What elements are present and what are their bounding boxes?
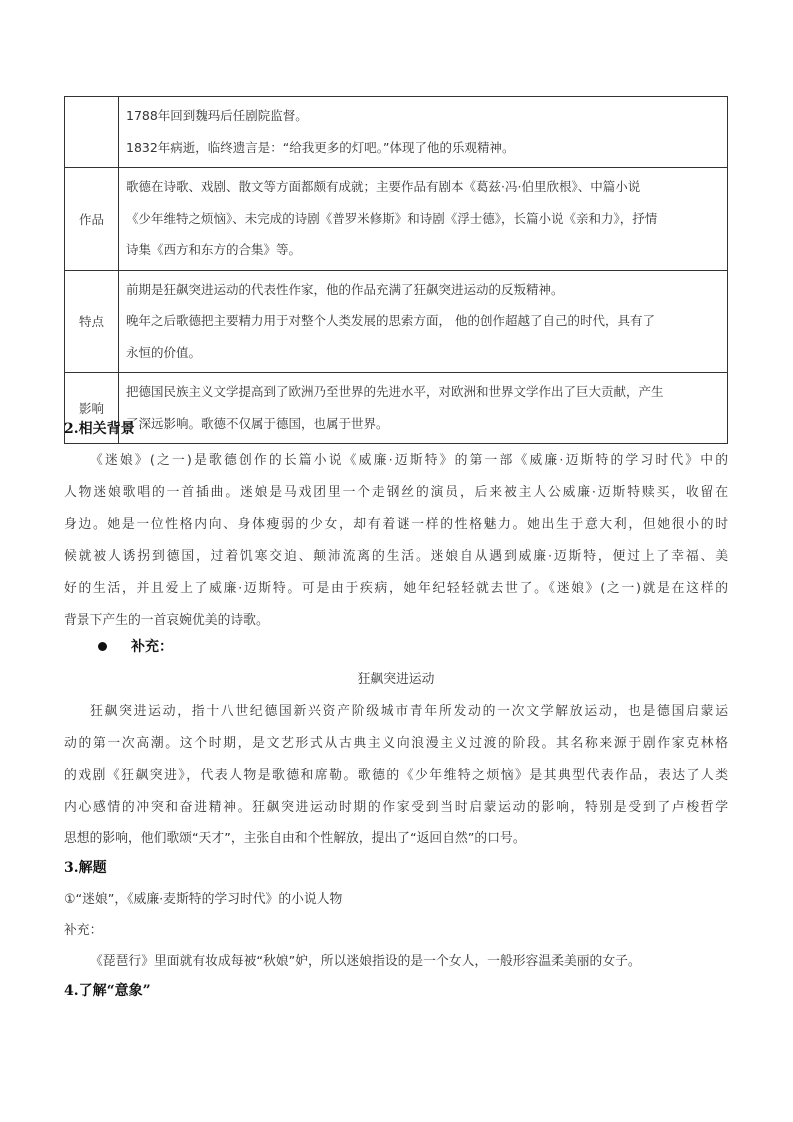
paragraph-line: 候就被人诱拐到德国，过着饥寒交迫、颠沛流离的生活。迷娘自从遇到威廉·迈斯特，便过上了幸福、美 xyxy=(64,549,728,564)
cell-line: 歌德在诗歌、戏剧、散文等方面都颇有成就；主要作品有剧本《葛兹·冯·伯里欣根》、中篇小说 xyxy=(126,179,641,194)
paragraph-line: 思想的影响，他们歌颂“天才”，主张自由和个性解放，提出了“返回自然”的口号。 xyxy=(64,831,526,846)
paragraph-line: 人物迷娘歌唱的一首插曲。迷娘是马戏团里一个走钢丝的演员，后来被主人公威廉·迈斯特赎买，收留在 xyxy=(64,485,728,500)
row-label: 特点 xyxy=(65,270,119,373)
paragraph-line: ①“迷娘”，《威廉·麦斯特的学习时代》的小说人物 xyxy=(64,892,343,907)
cell-line: 把德国民族主义文学提高到了欧洲乃至世界的先进水平，对欧洲和世界文学作出了巨大贡献，产生 xyxy=(126,384,664,399)
table-row xyxy=(65,373,728,444)
paragraph-line: 好的生活，并且爱上了威廉·迈斯特。可是由于疾病，她年纪轻轻就去世了。《迷娘》(之一)就是在这样的 xyxy=(64,581,728,596)
bullet-icon xyxy=(98,642,107,651)
table-row xyxy=(65,168,728,271)
supplement-label: 补充： xyxy=(131,639,173,655)
paragraph-line: 内心感情的冲突和奋进精神。狂飙突进运动时期的作家受到当时启蒙运动的影响，特别是受到了卢梭哲学 xyxy=(64,800,728,815)
cell-line: 了深远影响。歌德不仅属于德国，也属于世界。 xyxy=(126,415,389,431)
supplement-bullet xyxy=(98,636,173,656)
row-content xyxy=(119,97,728,168)
cell-line: 晚年之后歌德把主要精力用于对整个人类发展的思索方面， 他的创作超越了自己的时代，具有了 xyxy=(126,313,655,328)
paragraph-line: 身边。她是一位性格内向、身体瘦弱的少女，却有着谜一样的性格魅力。她出生于意大利，但她很小的时 xyxy=(64,517,728,532)
cell-line: 诗集《西方和东方的合集》等。 xyxy=(126,242,302,257)
cell-line: 前期是狂飙突进运动的代表性作家，他的作品充满了狂飙突进运动的反叛精神。 xyxy=(126,281,564,297)
paragraph-line: 的戏剧《狂飙突进》，代表人物是歌德和席勒。歌德的《少年维特之烦恼》是其典型代表作品，表达了人类 xyxy=(64,768,728,783)
table-row xyxy=(65,97,728,168)
paragraph-line: 背景下产生的一首哀婉优美的诗歌。 xyxy=(64,613,269,628)
note-label: 补充： xyxy=(64,923,103,938)
cell-line: 1788年回到魏玛后任剧院监督。 xyxy=(126,108,308,123)
section-heading-title-explanation: 3.解题 xyxy=(64,860,107,876)
section-heading-background: 2.相关背景 xyxy=(64,421,135,437)
cell-line: 《少年维特之烦恼》、未完成的诗剧《普罗米修斯》和诗剧《浮士德》，长篇小说《亲和力》，抒情 xyxy=(126,210,658,226)
row-content xyxy=(119,373,728,444)
row-content xyxy=(119,270,728,373)
paragraph-line: 动的第一次高潮。这个时期，是文艺形式从古典主义向浪漫主义过渡的阶段。其名称来源于剧作家克林格 xyxy=(64,736,728,751)
section-heading-imagery: 4.了解“意象” xyxy=(64,983,151,999)
cell-line: 1832年病逝，临终遗言是：“给我更多的灯吧。”体现了他的乐观精神。 xyxy=(126,139,515,155)
paragraph-line: 《琵琶行》里面就有妆成每被“秋娘”妒，所以迷娘指设的是一个女人，一般形容温柔美丽的女子。 xyxy=(90,954,641,969)
paragraph-line: 狂飙突进运动，指十八世纪德国新兴资产阶级城市青年所发动的一次文学解放运动，也是德国启蒙运 xyxy=(90,704,728,719)
paragraph-line: 《迷娘》(之一)是歌德创作的长篇小说《威廉·迈斯特》的第一部《威廉·迈斯特的学习时代》中的 xyxy=(90,453,728,468)
table-row xyxy=(65,270,728,373)
supplement-title: 狂飙突进运动 xyxy=(357,672,435,687)
row-content xyxy=(119,168,728,271)
row-label xyxy=(65,97,119,168)
row-label: 作品 xyxy=(65,168,119,271)
row-label: 影响 xyxy=(65,373,119,444)
goethe-info-table xyxy=(64,96,728,444)
cell-line: 永恒的价值。 xyxy=(126,344,202,360)
